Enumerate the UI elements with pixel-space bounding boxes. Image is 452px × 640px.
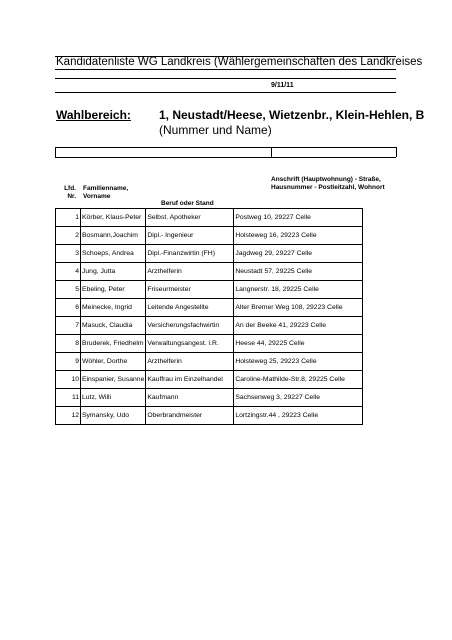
table-row	[56, 245, 363, 263]
candidate-occupation: Kauffrau im Einzelhandel	[146, 371, 234, 389]
row-number: 8	[56, 335, 81, 353]
row-number: 1	[56, 209, 81, 227]
row-number: 12	[56, 407, 81, 425]
table-row	[56, 335, 363, 353]
candidate-occupation: Oberbrandmeister	[146, 407, 234, 425]
candidate-name: Wöhler, Dorthe	[81, 353, 146, 371]
title-row	[55, 56, 423, 70]
candidate-occupation: Kaufmann	[146, 389, 234, 407]
grid-line	[55, 78, 396, 79]
grid-line	[271, 147, 272, 157]
candidate-address: Alter Bremer Weg 108, 29223 Celle	[234, 299, 363, 317]
candidate-occupation: Leitende Angestellte	[146, 299, 234, 317]
candidate-name: Masuck, Claudia	[81, 317, 146, 335]
candidate-address: Jagdweg 29, 29227 Celle	[234, 245, 363, 263]
candidate-address: Postweg 10, 29227 Celle	[234, 209, 363, 227]
grid-line	[55, 157, 396, 158]
row-number: 5	[56, 281, 81, 299]
table-row	[56, 209, 363, 227]
candidate-address: An der Beeke 41, 29223 Celle	[234, 317, 363, 335]
candidate-name: Symansky, Udo	[81, 407, 146, 425]
grid-line	[396, 147, 397, 157]
table-row	[56, 371, 363, 389]
candidate-address: Heese 44, 29225 Celle	[234, 335, 363, 353]
table-row	[56, 299, 363, 317]
candidate-occupation: Friseurmeister	[146, 281, 234, 299]
row-number: 9	[56, 353, 81, 371]
candidate-occupation: Dipl.- Ingenieur	[146, 227, 234, 245]
wahlbereich-note: (Nummer und Name)	[159, 123, 272, 137]
candidate-address: Sachsenweg 3, 29227 Celle	[234, 389, 363, 407]
table-row	[56, 407, 363, 425]
candidate-name: Einspanier, Susanne	[81, 371, 146, 389]
candidate-address: Holsteweg 25, 29223 Celle	[234, 353, 363, 371]
row-number: 6	[56, 299, 81, 317]
header-name: Familienname, Vorname	[83, 185, 129, 200]
table-row	[56, 317, 363, 335]
candidate-occupation: Selbst. Apotheker	[146, 209, 234, 227]
candidate-occupation: Arzthelferin	[146, 353, 234, 371]
candidate-occupation: Dipl.-Finanzwirtin (FH)	[146, 245, 234, 263]
candidate-table	[55, 208, 363, 425]
candidate-occupation: Verwaltungsangest. i.R.	[146, 335, 234, 353]
candidate-name: Bosmann,Joachim	[81, 227, 146, 245]
table-row	[56, 389, 363, 407]
table-row	[56, 281, 363, 299]
grid-line	[55, 147, 396, 148]
candidate-occupation: Arzthelferin	[146, 263, 234, 281]
table-row	[56, 353, 363, 371]
table-row	[56, 263, 363, 281]
candidate-name: Jung, Jutta	[81, 263, 146, 281]
grid-line	[55, 147, 56, 157]
row-number: 2	[56, 227, 81, 245]
candidate-address: Caroline-Mathilde-Str.8, 29225 Celle	[234, 371, 363, 389]
table-row	[56, 227, 363, 245]
header-anschrift: Anschrift (Hauptwohnung) - Straße, Hausnummer - Postleitzahl, Wohnort	[271, 176, 385, 191]
wahlbereich-label: Wahlbereich:	[56, 108, 131, 122]
candidate-address: Lortzingstr.44 , 29223 Celle	[234, 407, 363, 425]
row-number: 10	[56, 371, 81, 389]
candidate-name: Körber, Klaus-Peter	[81, 209, 146, 227]
row-number: 4	[56, 263, 81, 281]
row-number: 3	[56, 245, 81, 263]
candidate-name: Ebeling, Peter	[81, 281, 146, 299]
candidate-address: Holsteweg 16, 29223 Celle	[234, 227, 363, 245]
candidate-name: Lutz, Willi	[81, 389, 146, 407]
candidate-name: Schoeps, Andrea	[81, 245, 146, 263]
candidate-name: Bruderek, Friedhelm	[81, 335, 146, 353]
candidate-address: Langnerstr. 18, 29225 Celle	[234, 281, 363, 299]
grid-line	[55, 92, 396, 93]
header-beruf: Beruf oder Stand	[161, 200, 214, 207]
header-lfd: Lfd. Nr.	[64, 185, 76, 200]
document-title: Kandidatenliste WG Landkreis (Wählergemeinschaften des Landkreises	[56, 56, 423, 68]
candidate-occupation: Versicherungsfachwirtin	[146, 317, 234, 335]
candidate-name: Meinecke, Ingrid	[81, 299, 146, 317]
candidate-address: Neustadt 57, 29225 Celle	[234, 263, 363, 281]
document-date: 9/11/11	[271, 82, 294, 89]
wahlbereich-value: 1, Neustadt/Heese, Wietzenbr., Klein-Hehlen, B	[159, 108, 425, 122]
row-number: 11	[56, 389, 81, 407]
row-number: 7	[56, 317, 81, 335]
